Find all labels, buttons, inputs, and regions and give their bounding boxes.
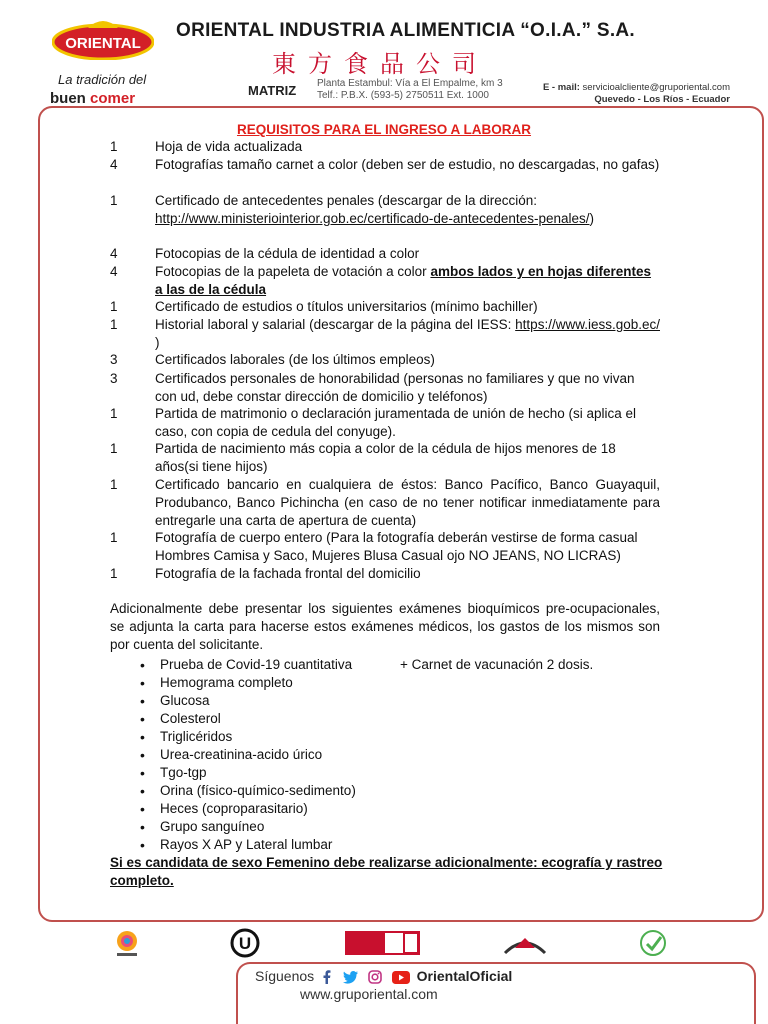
exams-list [140, 656, 640, 854]
list-item [110, 192, 660, 228]
company-name: ORIENTAL INDUSTRIA ALIMENTICIA “O.I.A.” S.A. [176, 20, 635, 41]
iess-link[interactable]: https://www.iess.gob.ec/ [515, 317, 660, 332]
list-item [110, 565, 660, 583]
website-link[interactable]: www.gruporiental.com [300, 986, 438, 1002]
item-text: Certificado de estudios o títulos universitarios (mínimo bachiller) [155, 299, 538, 314]
exam-name: Prueba de Covid-19 cuantitativa [160, 657, 353, 672]
item-text: Fotografía de cuerpo entero (Para la fotografía deberán vestirse de forma casual Hombres Camisa y Saco, Mujeres Blusa Casual ojo NO JEANS, NO LICRAS) [155, 530, 638, 563]
matriz-label: MATRIZ [248, 83, 297, 98]
list-item [110, 263, 660, 299]
list-item [110, 370, 660, 406]
item-qty: 1 [110, 193, 118, 208]
exam-extra: + Carnet de vacunación 2 dosis. [400, 657, 594, 672]
item-text: Partida de nacimiento más copia a color de la cédula de hijos menores de 18 años(si tiene hijos) [155, 441, 616, 474]
list-item [110, 316, 660, 352]
bureau-veritas-seal-icon [345, 928, 420, 958]
item-qty: 1 [110, 477, 118, 492]
company-logo [40, 10, 160, 105]
item-text: Certificado bancario en cualquiera de éstos: Banco Pacífico, Banco Guayaquil, Produbanco, Banco Pichincha (en caso de no tener notificar inmediatamente para entregarle una carta de apertura de cuenta) [155, 477, 660, 528]
twitter-icon[interactable] [343, 971, 358, 984]
contact-email [540, 82, 730, 106]
final-note: Si es candidata de sexo Femenino debe realizarse adicionalmente: ecografía y rastreo completo. [110, 855, 663, 888]
address-line2: Telf.: P.B.X. (593-5) 2750511 Ext. 1000 [317, 90, 489, 101]
page-title: REQUISITOS PARA EL INGRESO A LABORAR [236, 122, 532, 137]
item-qty: 4 [110, 264, 118, 279]
exams-intro: Adicionalmente debe presentar los siguientes exámenes bioquímicos pre-ocupacionales, se adjunta la carta para hacerse estos exámenes médicos, los gastos de los mismos son por cuenta del solicitante. [110, 601, 660, 652]
email-label: E - mail: [542, 82, 580, 93]
item-text: Fotocopias de la cédula de identidad a color [155, 246, 420, 261]
oriental-badge [52, 20, 154, 60]
slogan-line2 [50, 90, 135, 107]
item-text: Hoja de vida actualizada [155, 139, 303, 154]
list-item [110, 476, 660, 530]
exam-item: • Hemograma completo [140, 674, 640, 692]
email-value[interactable]: servicioalcliente@gruporiental.com [582, 82, 730, 93]
exam-item: • Grupo sanguíneo [140, 818, 640, 836]
item-text: Certificados laborales (de los últimos empleos) [155, 352, 435, 367]
item-text: Partida de matrimonio o declaración juramentada de unión de hecho (si aplica el caso, con copia de cedula del conyuge). [155, 406, 637, 439]
address [317, 78, 503, 102]
item-text: Fotografías tamaño carnet a color (deben ser de estudio, no descargadas, no gafas) [155, 157, 660, 172]
logo-brand-text: ORIENTAL [65, 35, 141, 52]
social-follow [255, 968, 512, 984]
exam-item: • Urea-creatinina-acido úrico [140, 746, 640, 764]
exam-item: • Orina (físico-químico-sedimento) [140, 782, 640, 800]
slogan-buen: buen [50, 90, 86, 107]
item-qty: 1 [110, 299, 118, 314]
list-item [110, 351, 660, 369]
ecuador-seal-icon [112, 928, 142, 958]
item-text: Fotocopias de la papeleta de votación a color ambos lados y en hojas diferentes a las de la cédula [155, 264, 652, 297]
item-qty: 3 [110, 352, 118, 367]
item-text: Historial laboral y salarial (descargar de la página del IESS: https://www.iess.gob.ec/ ) [155, 317, 660, 350]
item-text: Certificado de antecedentes penales (descargar de la dirección: http://www.ministeriointerior.gob.ec/certificado-de-antecedentes-penales/) [155, 193, 594, 226]
item-qty: 1 [110, 139, 118, 154]
item-qty: 4 [110, 157, 118, 172]
bpm-seal-icon [637, 928, 669, 958]
list-item [110, 245, 660, 263]
slogan-line1: La tradición del [58, 72, 147, 87]
list-item [110, 529, 660, 565]
antecedentes-link[interactable]: http://www.ministeriointerior.gob.ec/certificado-de-antecedentes-penales/ [155, 211, 590, 226]
facebook-icon[interactable] [321, 970, 333, 984]
instagram-icon[interactable] [368, 970, 382, 984]
kosher-u-seal-icon [230, 928, 260, 958]
address-line1: Planta Estambul: Vía a El Empalme, km 3 [317, 78, 503, 89]
exam-item: • Triglicéridos [140, 728, 640, 746]
item-text: Certificados personales de honorabilidad (personas no familiares y que no vivan con ud, debe constar dirección de domicilio y teléfonos) [155, 371, 635, 404]
item-qty: 4 [110, 246, 118, 261]
chinese-name: 東方食品公司 [272, 50, 488, 78]
follow-label: Síguenos [255, 968, 315, 984]
item-qty: 1 [110, 530, 118, 545]
exam-item: • Heces (coproparasitario) [140, 800, 640, 818]
slogan-comer: comer [90, 90, 136, 107]
item-qty: 1 [110, 317, 118, 332]
svg-text:U: U [238, 934, 252, 953]
location: Quevedo - Los Ríos - Ecuador [594, 94, 730, 105]
item-qty: 3 [110, 371, 118, 386]
exam-item [140, 656, 640, 674]
list-item [110, 298, 660, 316]
fda-seal-icon [500, 928, 550, 958]
brand-social[interactable]: OrientalOficial [416, 968, 513, 984]
item-text: Fotografía de la fachada frontal del domicilio [155, 566, 421, 581]
list-item [110, 405, 660, 441]
exam-item: • Rayos X AP y Lateral lumbar [140, 836, 640, 854]
list-item [110, 138, 660, 156]
item-qty: 1 [110, 406, 118, 421]
exam-item: • Colesterol [140, 710, 640, 728]
exam-item: • Tgo-tgp [140, 764, 640, 782]
youtube-icon[interactable] [392, 971, 410, 984]
exam-item: • Glucosa [140, 692, 640, 710]
item-qty: 1 [110, 566, 118, 581]
list-item [110, 440, 660, 476]
item-qty: 1 [110, 441, 118, 456]
list-item [110, 156, 660, 174]
emphasis-text: ambos lados y en hojas diferentes a las de la cédula [155, 264, 652, 297]
